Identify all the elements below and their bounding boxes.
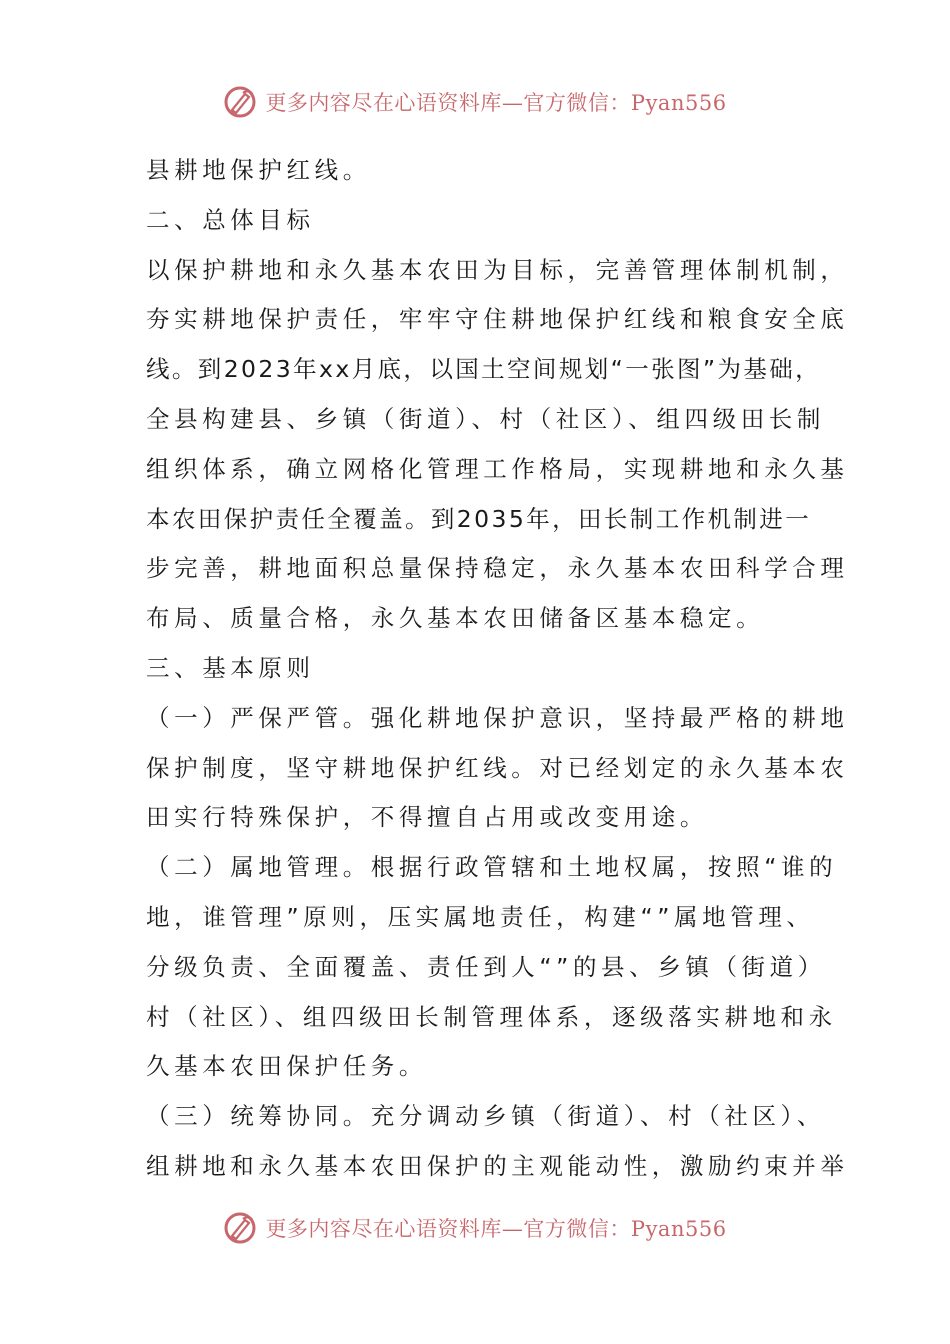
header-banner: [0, 82, 950, 122]
footer-banner-text: 更多内容尽在心语资料库—官方微信：Pyan556: [265, 1217, 727, 1241]
body-line: 以保护耕地和永久基本农田为目标，完善管理体制机制，: [146, 255, 849, 284]
header-banner-text: 更多内容尽在心语资料库—官方微信：Pyan556: [265, 91, 727, 115]
body-line: 组耕地和永久基本农田保护的主观能动性，激励约束并举: [146, 1151, 849, 1180]
body-line: 全县构建县、乡镇（街道）、村（社区）、组四级田长制: [146, 404, 825, 433]
body-line: 县耕地保护红线。: [146, 156, 371, 184]
body-line: 田实行特殊保护，不得擅自占用或改变用途。: [146, 803, 708, 832]
body-line: 步完善，耕地面积总量保持稳定，永久基本农田科学合理: [146, 554, 849, 583]
footer-banner: [0, 1208, 950, 1248]
body-line: 久基本农田保护任务。: [146, 1052, 427, 1081]
section-heading: 二、总体目标: [146, 205, 315, 234]
body-line: （二）属地管理。根据行政管辖和土地权属，按照“谁的: [146, 853, 838, 882]
body-line: 本农田保护责任全覆盖。到2035年，田长制工作机制进一: [146, 504, 812, 533]
document-body: [146, 146, 849, 1192]
body-line: 地，谁管理”原则，压实属地责任，构建“”属地管理、: [146, 902, 815, 931]
pen-logo-icon: [223, 1211, 257, 1245]
body-line: 线。到2023年xx月底，以国土空间规划“一张图”为基础，: [146, 355, 822, 384]
body-line: （三）统筹协同。充分调动乡镇（街道）、村（社区）、: [146, 1102, 825, 1131]
body-line: 组织体系，确立网格化管理工作格局，实现耕地和永久基: [146, 454, 849, 483]
pen-logo-icon: [223, 85, 257, 119]
body-line: 村（社区）、组四级田长制管理体系，逐级落实耕地和永: [146, 1002, 837, 1031]
body-line: 夯实耕地保护责任，牢牢守住耕地保护红线和粮食安全底: [146, 305, 849, 334]
body-line: 分级负责、全面覆盖、责任到人“”的县、乡镇（街道）: [146, 952, 826, 981]
body-line: （一）严保严管。强化耕地保护意识，坚持最严格的耕地: [146, 703, 849, 732]
body-line: 布局、质量合格，永久基本农田储备区基本稳定。: [146, 604, 765, 633]
section-heading: 三、基本原则: [146, 653, 315, 682]
body-line: 保护制度，坚守耕地保护红线。对已经划定的永久基本农: [146, 753, 849, 782]
